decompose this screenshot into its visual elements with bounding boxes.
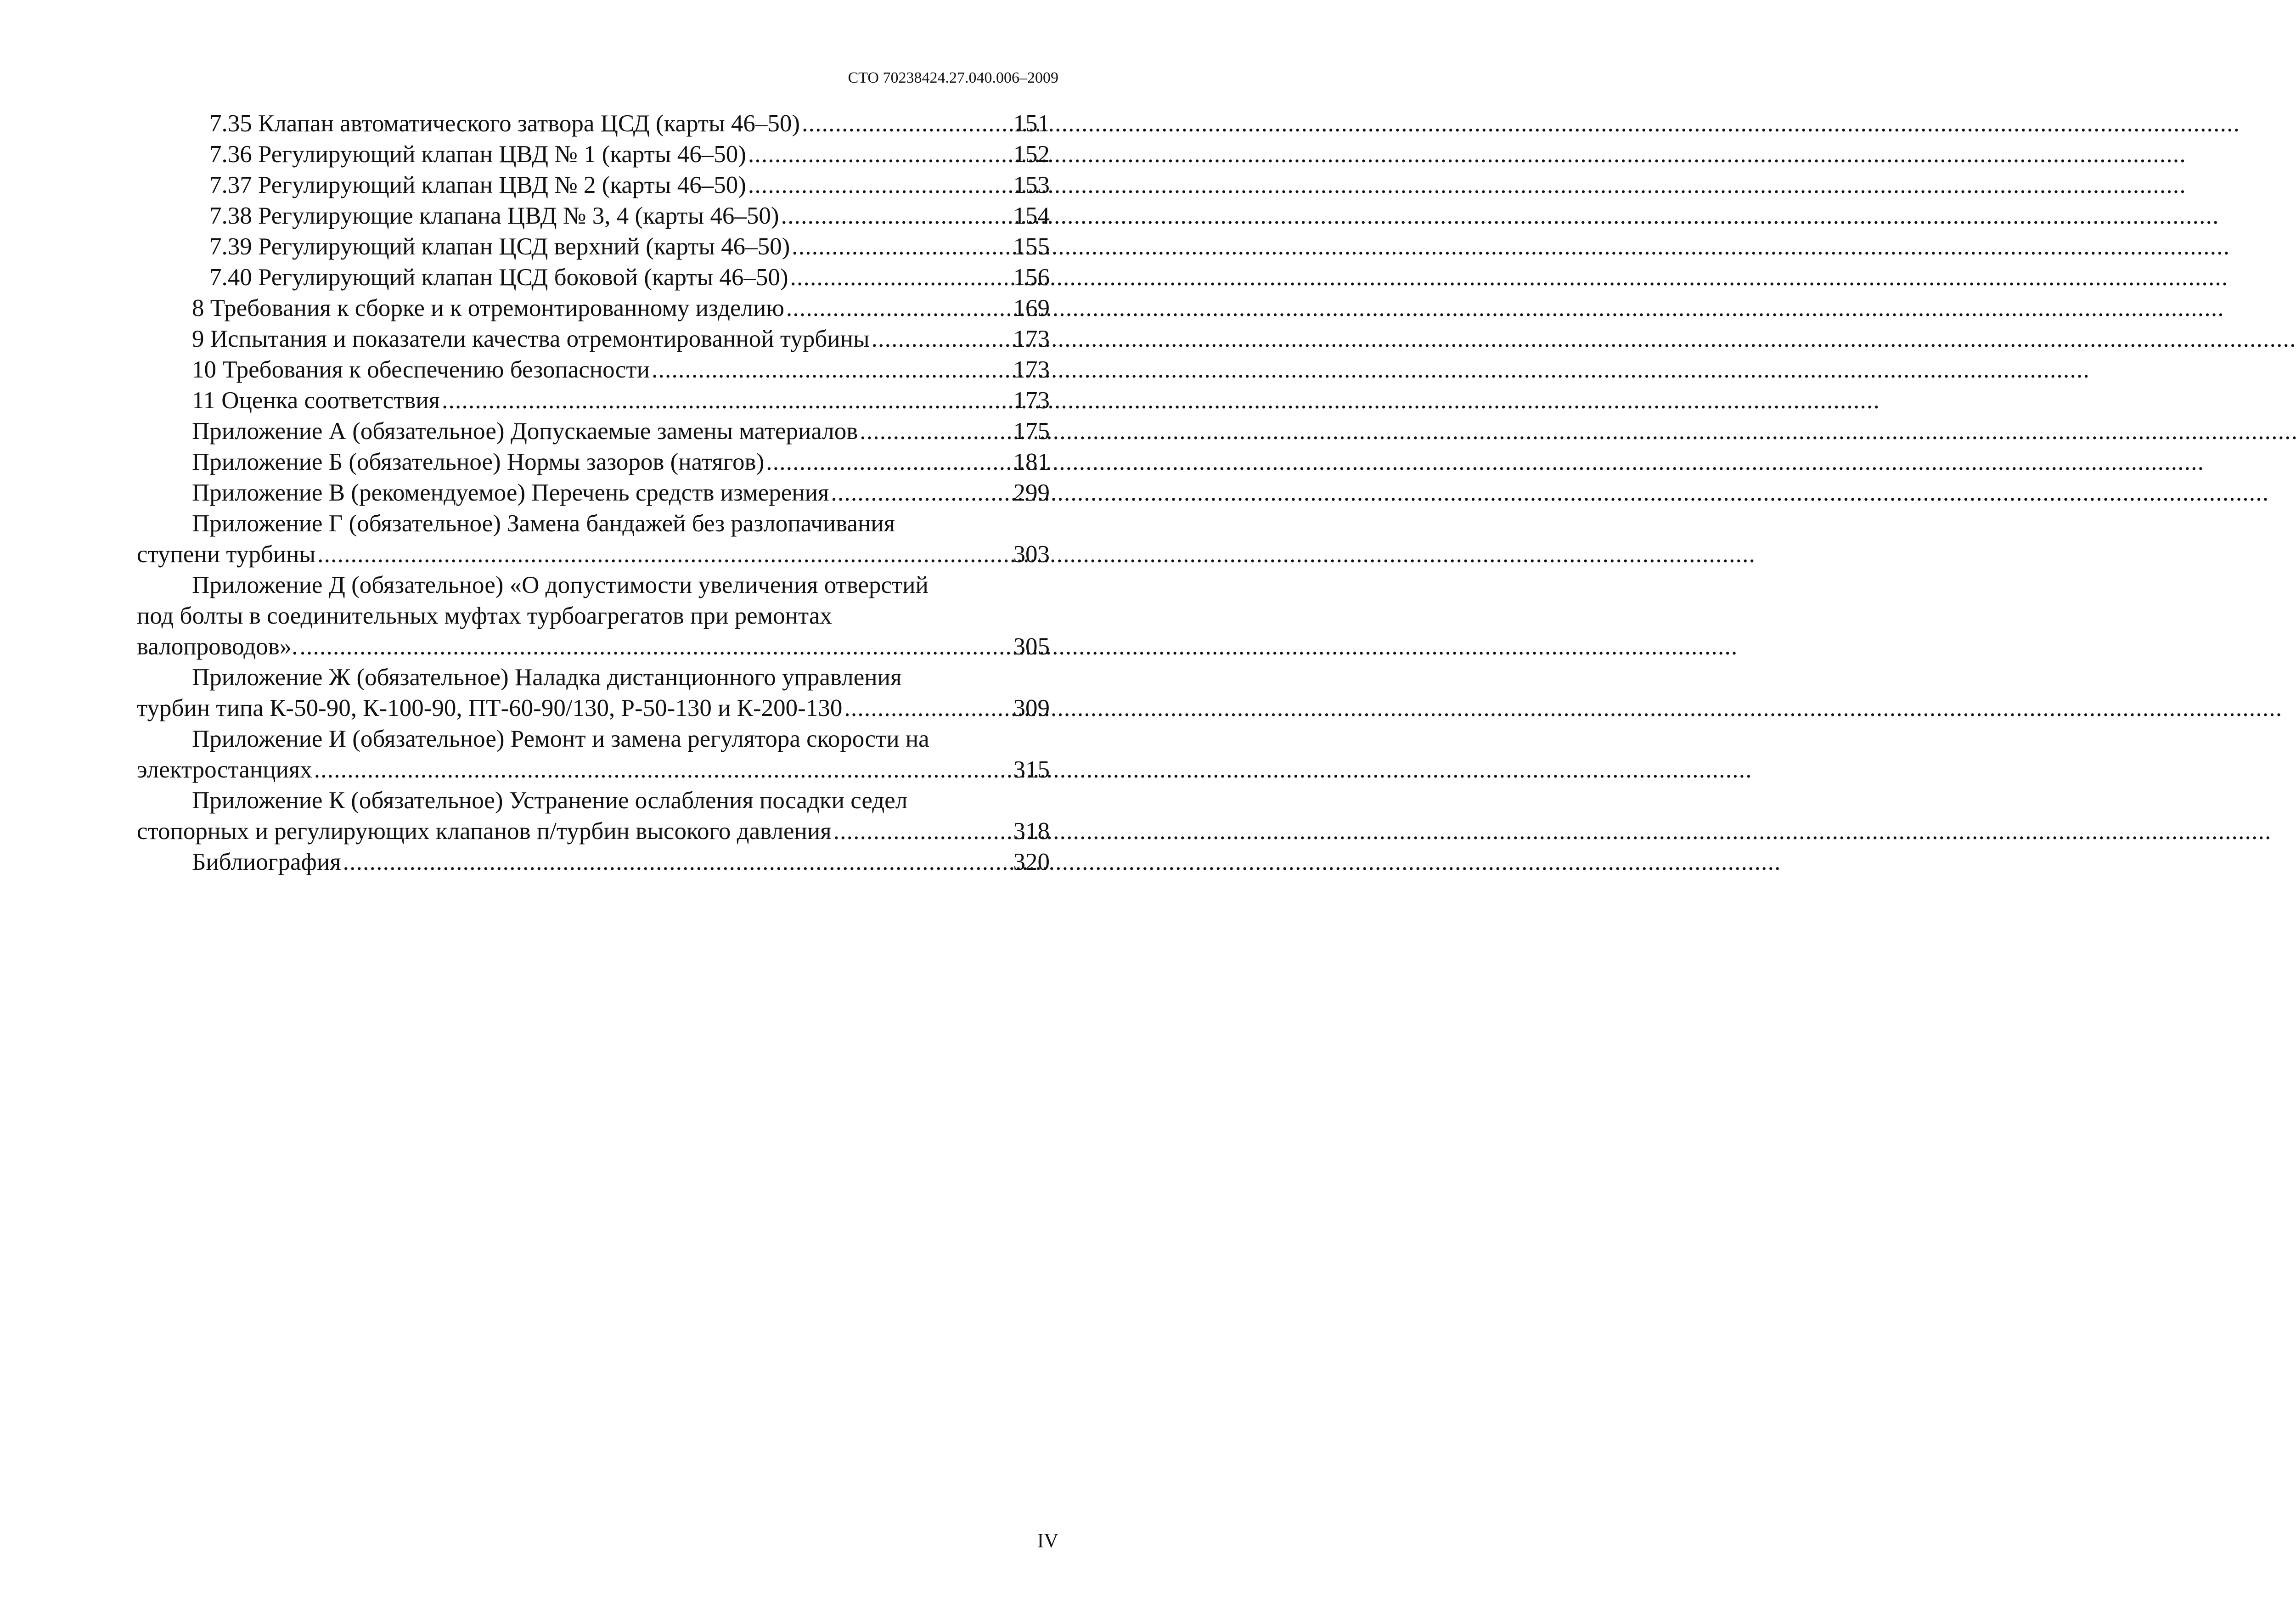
toc-entry-title: 11 Оценка соответствия (192, 387, 440, 414)
toc-entry-page: 169 (1013, 295, 1050, 321)
dot-leader (652, 355, 1009, 385)
dot-leader (442, 385, 1008, 416)
toc-entry-title: 7.40 Регулирующий клапан ЦСД боковой (карты 46–50) (209, 264, 788, 291)
toc-entry-page: 153 (1013, 172, 1050, 198)
toc-entry[interactable] (137, 262, 1050, 293)
toc-entry[interactable] (137, 416, 1050, 447)
dot-leader (343, 847, 1009, 878)
toc-entry-appendix-zh[interactable] (137, 662, 1050, 724)
toc-entry-page: 315 (1013, 756, 1050, 783)
toc-entry[interactable] (137, 385, 1050, 416)
toc-entry-title-line: стопорных и регулирующих клапанов п/турбин высокого давления (137, 818, 832, 845)
toc-entry-page: 152 (1013, 141, 1050, 168)
dot-leader (786, 293, 1009, 324)
toc-entry[interactable] (137, 293, 1050, 324)
toc-entry[interactable] (137, 478, 1050, 508)
toc-entry-title: 8 Требования к сборке и к отремонтированному изделию (192, 295, 784, 321)
toc-entry-title-line: турбин типа К-50-90, К-100-90, ПТ-60-90/130, Р-50-130 и К-200-130 (137, 695, 843, 721)
toc-entry[interactable] (137, 108, 1050, 139)
toc-entry-bibliography[interactable] (137, 847, 1050, 878)
toc-entry-page: 156 (1013, 264, 1050, 291)
dot-leader (872, 324, 1009, 355)
toc-entry[interactable] (137, 324, 1050, 355)
dot-leader (748, 170, 1009, 201)
toc-entry-appendix-k[interactable] (137, 785, 1050, 847)
dot-leader (766, 447, 1008, 478)
dot-leader (860, 416, 1008, 447)
toc-entry-title: Библиография (192, 849, 341, 875)
toc-entry-title-line: ступени турбины (137, 541, 316, 568)
toc-entry[interactable] (137, 170, 1050, 201)
toc-entry-page: 173 (1013, 356, 1050, 383)
toc-entry-page: 181 (1013, 449, 1050, 475)
dot-leader (792, 231, 1008, 262)
table-of-contents (137, 108, 1050, 878)
toc-entry-last-line (137, 816, 1050, 847)
toc-entry-title: 7.36 Регулирующий клапан ЦВД № 1 (карты 46–50) (209, 141, 746, 168)
toc-entry-title: 9 Испытания и показатели качества отремонтированной турбины (192, 326, 870, 352)
toc-entry-last-line (137, 631, 1050, 662)
toc-entry[interactable] (137, 231, 1050, 262)
toc-entry-appendix-g[interactable] (137, 508, 1050, 570)
toc-entry-title-line: Приложение К (обязательное) Устранение ослабления посадки седел (192, 787, 908, 814)
toc-entry-title: 7.38 Регулирующие клапана ЦВД № 3, 4 (карты 46–50) (209, 203, 779, 229)
dot-leader (317, 539, 1008, 570)
dot-leader (844, 693, 1008, 724)
toc-entry-page: 305 (1013, 633, 1050, 660)
toc-entry-page: 155 (1013, 233, 1050, 260)
toc-entry[interactable] (137, 139, 1050, 170)
toc-entry-title-line: Приложение Д (обязательное) «О допустимости увеличения отверстий (192, 572, 929, 598)
dot-leader (831, 478, 1008, 508)
toc-entry-title: Приложение А (обязательное) Допускаемые замены материалов (192, 418, 858, 445)
document-code-header: СТО 70238424.27.040.006–2009 (848, 69, 1058, 86)
dot-leader (833, 816, 1009, 847)
toc-entry-page: 173 (1013, 326, 1050, 352)
toc-entry-title: 7.35 Клапан автоматического затвора ЦСД (карты 46–50) (209, 110, 800, 137)
toc-entry-title-line: валопроводов». (137, 633, 298, 660)
dot-leader (790, 262, 1009, 293)
document-page (0, 0, 1139, 1611)
page-number: IV (1037, 1529, 1058, 1552)
toc-entry-title-line: Приложение Ж (обязательное) Наладка дистанционного управления (192, 664, 902, 691)
toc-entry-page: 175 (1013, 418, 1050, 445)
toc-entry-last-line (137, 755, 1050, 785)
toc-entry-appendix-i[interactable] (137, 724, 1050, 785)
toc-entry-title-line-wrap (137, 601, 1050, 631)
dot-leader (781, 201, 1009, 231)
toc-entry-appendix-d[interactable] (137, 570, 1050, 662)
dot-leader (802, 108, 1008, 139)
toc-entry-title: 7.39 Регулирующий клапан ЦСД верхний (карты 46–50) (209, 233, 790, 260)
toc-entry-page: 318 (1013, 818, 1050, 845)
toc-entry[interactable] (137, 201, 1050, 231)
toc-entry-title-line: Приложение И (обязательное) Ремонт и замена регулятора скорости на (192, 726, 929, 752)
toc-entry[interactable] (137, 355, 1050, 385)
dot-leader (748, 139, 1009, 170)
toc-entry-page: 309 (1013, 695, 1050, 721)
toc-entry-page: 151 (1013, 110, 1050, 137)
toc-entry-title: Приложение Б (обязательное) Нормы зазоров (натягов) (192, 449, 765, 475)
toc-entry[interactable] (137, 447, 1050, 478)
toc-entry-title: Приложение В (рекомендуемое) Перечень средств измерения (192, 479, 829, 506)
toc-entry-title-line: под болты в соединительных муфтах турбоагрегатов при ремонтах (137, 603, 832, 629)
toc-entry-last-line (137, 539, 1050, 570)
toc-entry-page: 320 (1013, 849, 1050, 875)
toc-entry-page: 299 (1013, 479, 1050, 506)
toc-entry-title-line: электростанциях (137, 756, 312, 783)
toc-entry-last-line (137, 693, 1050, 724)
toc-entry-title: 10 Требования к обеспечению безопасности (192, 356, 650, 383)
toc-entry-page: 303 (1013, 541, 1050, 568)
toc-entry-title: 7.37 Регулирующий клапан ЦВД № 2 (карты 46–50) (209, 172, 746, 198)
toc-entry-page: 154 (1013, 203, 1050, 229)
toc-entry-page: 173 (1013, 387, 1050, 414)
dot-leader (300, 631, 1009, 662)
dot-leader (314, 755, 1009, 785)
toc-entry-title-line: Приложение Г (обязательное) Замена бандажей без разлопачивания (192, 510, 895, 537)
